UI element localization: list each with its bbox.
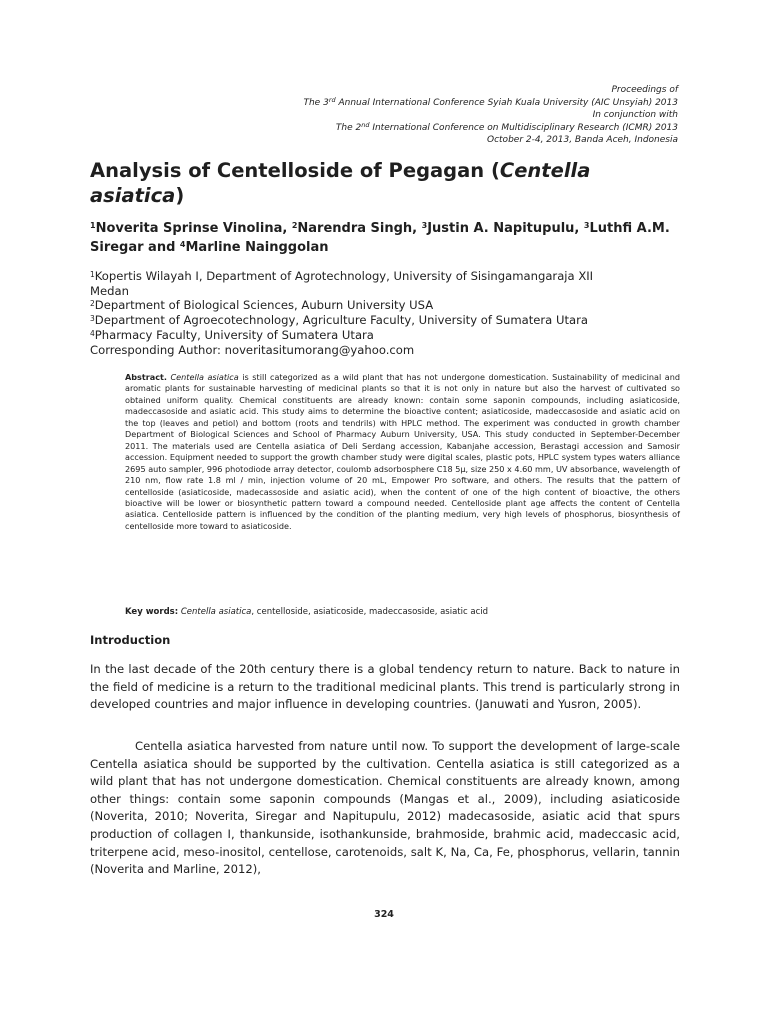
abstract-text: is still categorized as a wild plant that has not undergone domestication. Sustainability of medicinal and aromatic plants for sustainable harvesting of medicinal plants so that it is not only in nature but also the harvest of cultivated so obtained uniform quality. Chemical constituents are already known: contain some saponin compounds, including asiaticoside, madeccasoside and asiatic acid. This study aims to determine the bioactive content; asiaticoside, madeccasoside and asiatic acid on the top (leaves and petiol) and bottom (roots and tendrils) with HPLC method. The experiment was conducted in growth chamber Department of Biological Sciences and School of Pharmacy Auburn University, USA. This study conducted in September-December 2011. The materials used are Centella asiatica of Deli Serdang accession, Kabanjahe accession, Berastagi accession and Samosir accession. Equipment needed to support the growth chamber study were digital scales, plastic pots, HPLC system types waters alliance 2695 auto sampler, 996 photodiode array detector, coulomb adsorbosphere C18 5μ, size 250 x 4.60 mm, UV absorbance, wavelength of 210 nm, flow rate 1.8 ml / min, injection volume of 20 mL, Empower Pro software, and others. The results that the pattern of centelloside (asiaticoside, madecassoside and asiatic acid), when the content of one of the high content of bioactive, the others bioactive will be lower or biosynthetic pattern toward a compound needed. Centelloside plant age affects the content of Centella asiatica. Centelloside pattern is influenced by the condition of the planting medium, very high levels of phosphorus, biosynthesis of centelloside more toward to asiaticoside. <box>125 372 681 531</box>
keywords-label: Key words: <box>125 607 179 617</box>
corresponding-author: Corresponding Author: noveritasitumorang@yahoo.com <box>90 342 415 357</box>
header-line-4: The 2nd International Conference on Multidisciplinary Research (ICMR) 2013 <box>335 120 678 133</box>
affiliation-3: $^3$Department of Agroecotechnology, Agriculture Faculty, University of Sumatera Utara <box>90 313 588 328</box>
keywords: Key words: Centella asiatica, centelloside, asiaticoside, madeccasoside, asiatic acid <box>125 607 489 617</box>
page-number: 324 <box>374 909 394 920</box>
paper-title: Analysis of Centelloside of Pegagan (Centella asiatica) <box>90 159 591 207</box>
affiliations <box>90 269 690 357</box>
abstract <box>125 372 680 532</box>
header-line-5: October 2-4, 2013, Banda Aceh, Indonesia <box>487 135 678 145</box>
introduction-heading: Introduction <box>90 633 171 647</box>
header-line-2: The 3rd Annual International Conference Syiah Kuala University (AIC Unsyiah) 2013 <box>303 95 678 108</box>
header-line-3: In conjunction with <box>592 110 678 120</box>
affiliation-2: $^2$Department of Biological Sciences, Auburn University USA <box>90 298 434 313</box>
affiliation-1-cont: Medan <box>90 283 129 298</box>
affiliation-4: $^4$Pharmacy Faculty, University of Sumatera Utara <box>90 327 374 342</box>
introduction-paragraph-2: Centella asiatica harvested from nature until now. To support the development of large-scale Centella asiatica should be supported by the cultivation. Centella asiatica is still categorized as a wild plant that has not undergone domestication. Chemical constituents are already known, among other things: contain some saponin compounds (Mangas et al., 2009), including asiaticoside (Noverita, 2010; Noverita, Siregar and Napitupulu, 2012) madecasoside, asiatic acid that spurs production of collagen I, thankunside, isothankunside, brahmoside, brahmic acid, madeccasic acid, triterpene acid, meso-inositol, centellose, carotenoids, salt K, Na, Ca, Fe, phosphorus, vellarin, tannin (Noverita and Marline, 2012), <box>90 739 680 877</box>
affiliation-1: $^1$Kopertis Wilayah I, Department of Agrotechnology, University of Sisingamangaraja XII <box>90 269 594 283</box>
abstract-species: Centella asiatica <box>170 372 239 382</box>
introduction-paragraph-1: In the last decade of the 20th century there is a global tendency return to nature. Back to nature in the field of medicine is a return to the traditional medicinal plants. This trend is particularly strong in developed countries and major influence in developing countries. (Januwati and Yusron, 2005). <box>90 662 680 712</box>
abstract-label: Abstract. <box>125 372 167 382</box>
author-list: $^1$Noverita Sprinse Vinolina, $^2$Narendra Singh, $^3$Justin A. Napitupulu, $^3$Luthfi A.M. Siregar and $^4$Marline Nainggolan <box>90 221 670 255</box>
proceedings-header <box>78 84 678 147</box>
header-line-1: Proceedings of <box>611 85 678 95</box>
